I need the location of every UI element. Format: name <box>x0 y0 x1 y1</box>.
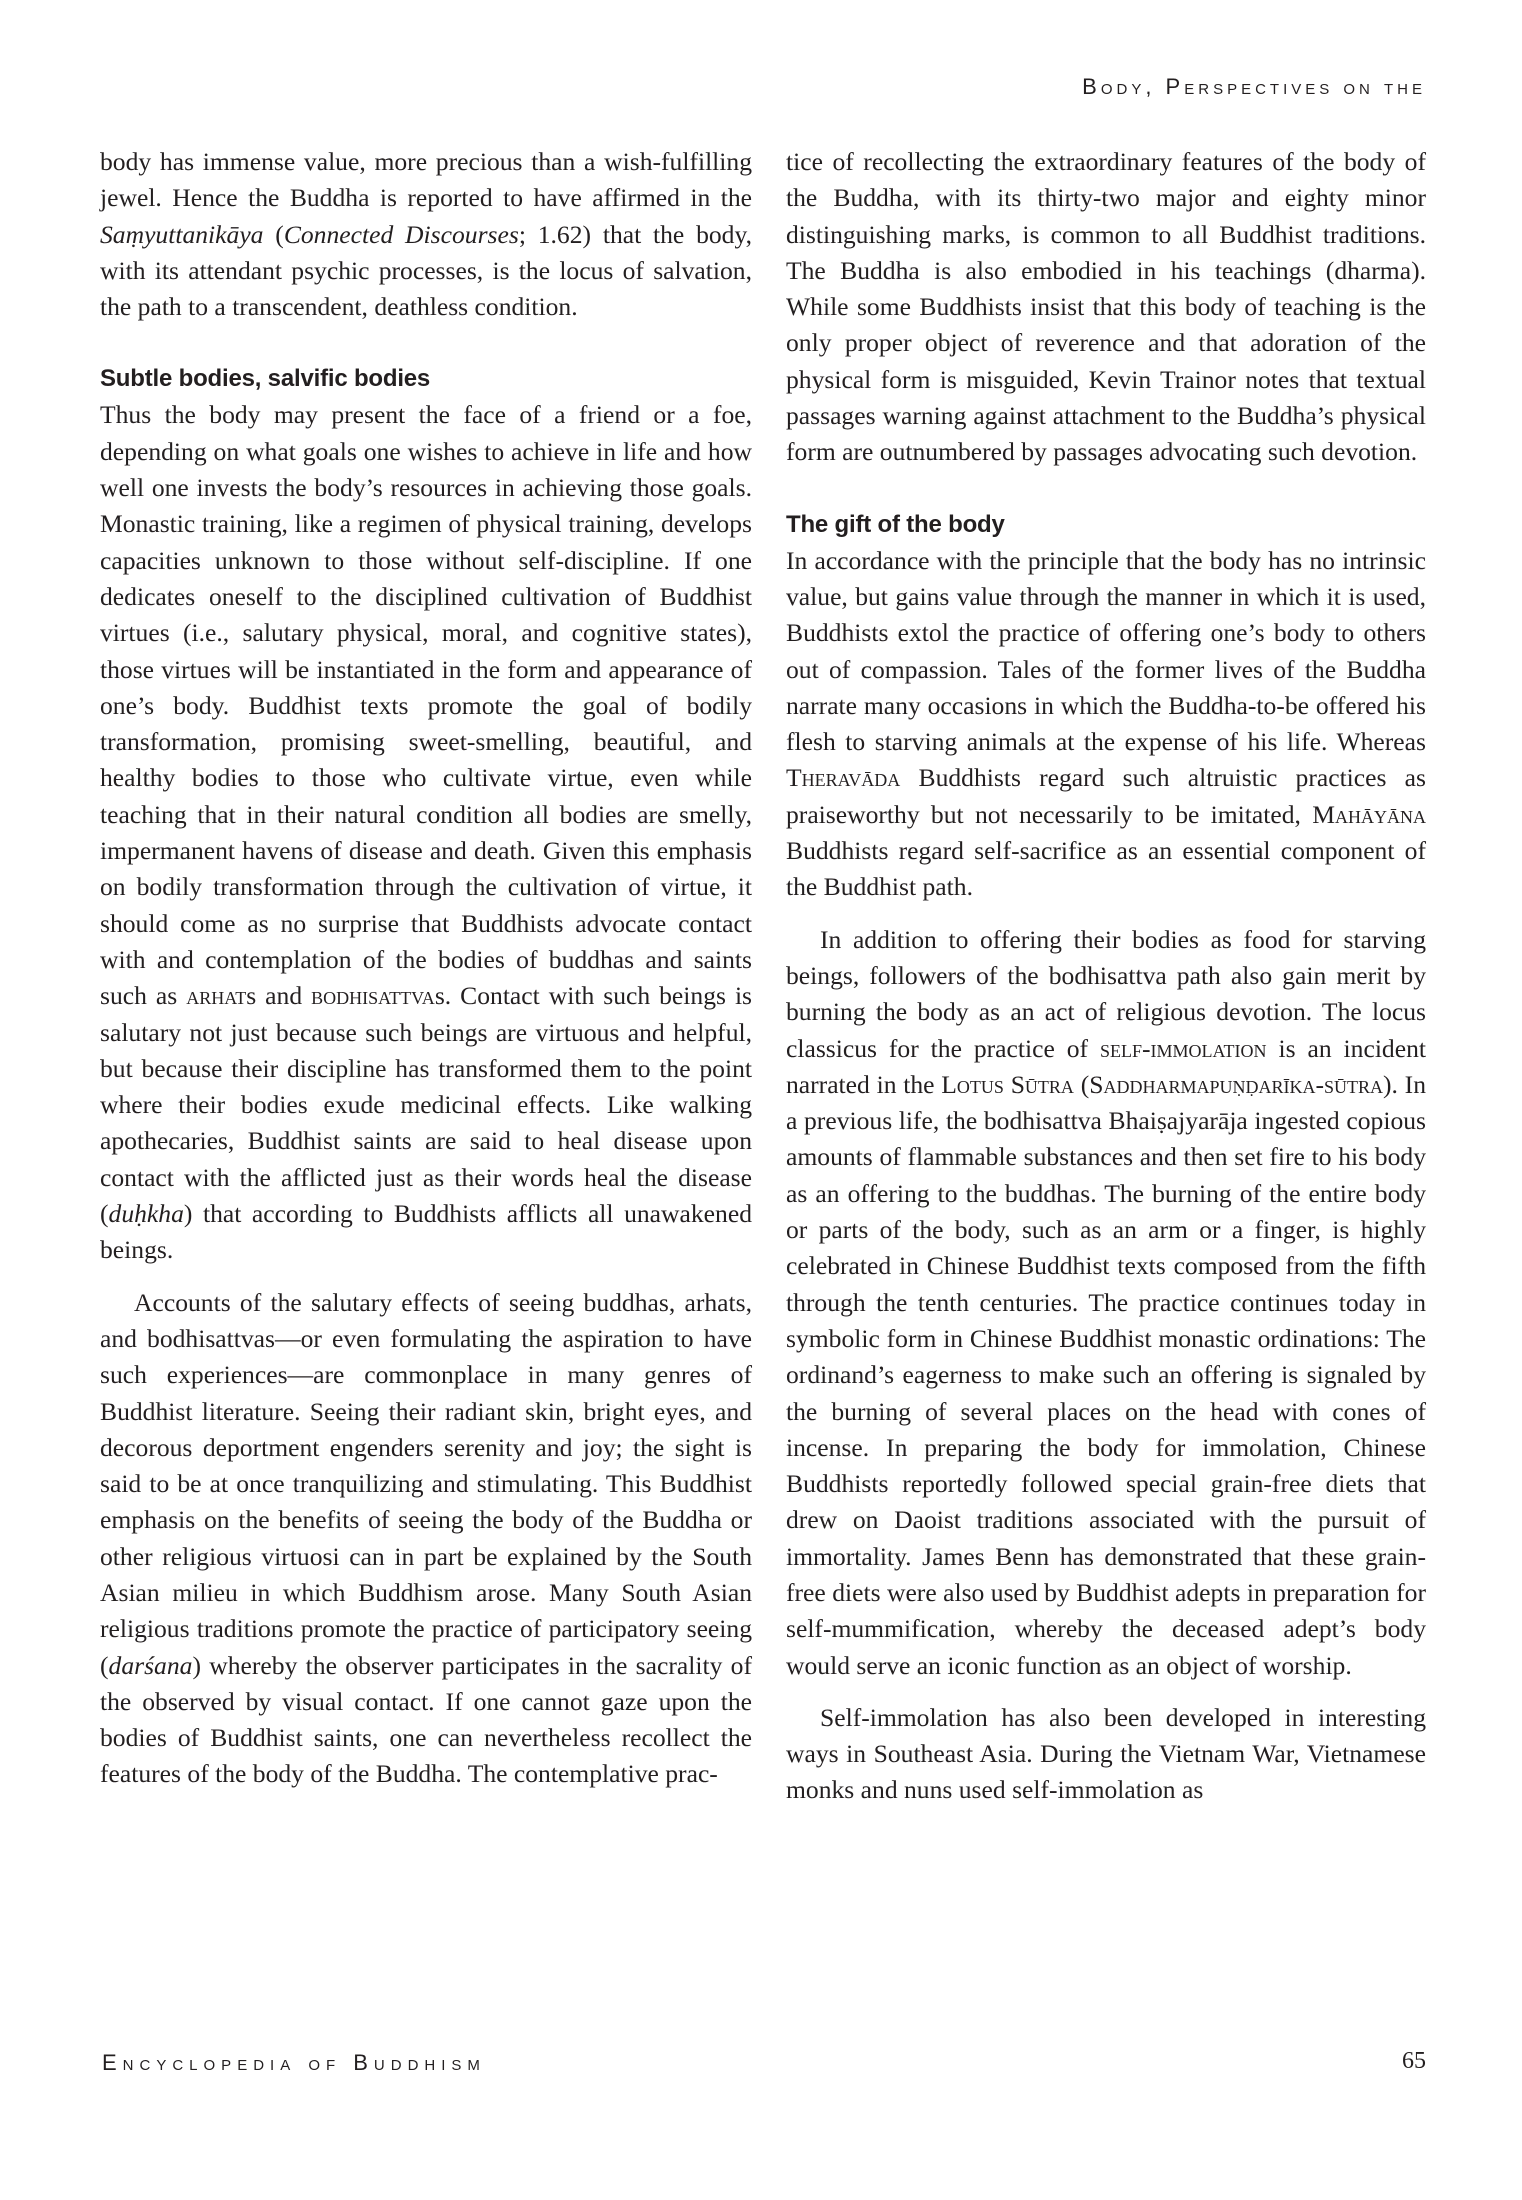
cross-reference: bodhisattva <box>311 981 435 1011</box>
footer-title: Encyclopedia of Buddhism <box>102 2050 486 2075</box>
text-run: s. Contact with such beings is salutary not just because such beings are virtuous and helpful, but because their discipline has transformed them to the point where their bodies exude medicinal effects. Like walking apothecaries, Buddhist saints are said to heal disease upon contact with the afflicted just as their words heal the disease ( <box>100 981 753 1229</box>
italic-term: duḥkha <box>108 1199 184 1229</box>
paragraph <box>100 1285 752 1793</box>
cross-reference: Theravāda <box>786 763 901 793</box>
italic-term: Saṃyuttanikāya <box>100 219 264 249</box>
text-run: Buddhists regard self-sacrifice as an essential component of the Buddhist path. <box>786 836 1426 902</box>
page-number: 65 <box>1402 2048 1426 2074</box>
running-head: Body, Perspectives on the <box>1082 74 1426 99</box>
cross-reference: Lotus Sūtra (Saddharmapuṇḍarīka-sūtra) <box>941 1069 1392 1099</box>
italic-term: darśana <box>108 1650 193 1680</box>
text-run: ) whereby the observer participates in the sacrality of the observed by visual contact. If one cannot gaze upon the bodies of Buddhist saints, one can nevertheless recollect the features of the body of the Buddha. The contemplative prac- <box>100 1650 752 1789</box>
cross-reference: arhat <box>186 981 247 1011</box>
cross-reference: self-immolation <box>1100 1033 1267 1063</box>
paragraph <box>786 922 1426 1684</box>
paragraph: tice of recollecting the extraordinary features of the body of the Buddha, with its thirty-two major and eighty minor distinguishing marks, is common to all Buddhist traditions. The Buddha is also embodied in his teachings (dharma). While some Buddhists insist that this body of teaching is the only proper object of reverence and that adoration of the physical form is misguided, Kevin Trainor notes that textual passages warning against attachment to the Buddha’s physical form are outnumbered by passages advocating such devotion. <box>786 147 1426 467</box>
paragraph <box>100 144 752 325</box>
section-heading: Subtle bodies, salvific bodies <box>100 365 431 393</box>
left-column <box>100 144 752 1793</box>
text-run: is an incident narrated in the <box>786 1033 1426 1099</box>
paragraph <box>786 543 1426 906</box>
text-run: ( <box>263 219 284 249</box>
text-run: body has immense value, more precious than a wish-fulfilling jewel. Hence the Buddha is reported to have affirmed in the <box>100 147 752 213</box>
text-run: ) that according to Buddhists afflicts all unawakened beings. <box>100 1199 752 1265</box>
text-run: ; 1.62) that the body, with its attendant psychic processes, is the locus of salvation, the path to a transcendent, deathless condition. <box>100 219 752 322</box>
text-run: In addition to offering their bodies as food for starving beings, followers of the bodhisattva path also gain merit by burning the body as an act of religious devotion. The locus classicus for the practice of <box>786 924 1426 1063</box>
right-column <box>786 144 1426 1809</box>
section-heading: The gift of the body <box>786 510 1005 538</box>
text-run: s and <box>246 981 312 1011</box>
text-run: Thus the body may present the face of a friend or a foe, depending on what goals one wishes to achieve in life and how well one invests the body’s resources in achieving those goals. Monastic training, like a regimen of physical training, develops capacities unknown to those without self-discipline. If one dedicates oneself to the disciplined cultivation of Buddhist virtues (i.e., salutary physical, moral, and cognitive states), those virtues will be instantiated in the form and appearance of one’s body. Buddhist texts promote the goal of bodily transformation, promising sweet-smelling, beautiful, and healthy bodies to those who cultivate virtue, even while teaching that in their natural condition all bodies are smelly, impermanent havens of disease and death. Given this emphasis on bodily transformation through the cultivation of virtue, it should come as no surprise that Buddhists advocate contact with and contemplation of the bodies of buddhas and saints such as <box>100 400 752 1011</box>
text-run: . In a previous life, the bodhisattva Bhaiṣajyarāja ingested copious amounts of flammable substances and then set fire to his body as an offering to the buddhas. The burning of the entire body or parts of the body, such as an arm or a finger, is highly celebrated in Chinese Buddhist texts composed from the fifth through the tenth centuries. The practice continues today in symbolic form in Chinese Buddhist monastic ordinations: The ordinand’s eagerness to make such an offering is signaled by the burning of several places on the head with cones of incense. In preparing the body for immolation, Chinese Buddhists reportedly followed special grain-free diets that drew on Daoist traditions associated with the pursuit of immortality. James Benn has demonstrated that these grain-free diets were also used by Buddhist adepts in preparation for self-mummification, whereby the deceased adept’s body would serve an iconic function as an object of worship. <box>786 1069 1426 1680</box>
text-run: Buddhists regard such altruistic practices as praiseworthy but not necessarily to be imitated, <box>786 763 1426 829</box>
paragraph <box>100 397 752 1268</box>
paragraph: Self-immolation has also been developed in interesting ways in Southeast Asia. During the Vietnam War, Vietnamese monks and nuns used self-immolation as <box>786 1702 1426 1805</box>
italic-title: Connected Discourses <box>283 219 519 249</box>
text-run: Accounts of the salutary effects of seeing buddhas, arhats, and bodhisattvas—or even formulating the aspiration to have such experiences—are commonplace in many genres of Buddhist literature. Seeing their radiant skin, bright eyes, and decorous deportment engenders serenity and joy; the sight is said to be at once tranquilizing and stimulating. This Buddhist emphasis on the benefits of seeing the body of the Buddha or other religious virtuosi can in part be explained by the South Asian milieu in which Buddhism arose. Many South Asian religious traditions promote the practice of participatory seeing ( <box>100 1287 752 1680</box>
cross-reference: Mahāyāna <box>1312 799 1426 829</box>
text-run: In accordance with the principle that the body has no intrinsic value, but gains value through the manner in which it is used, Buddhists extol the practice of offering one’s body to others out of compassion. Tales of the former lives of the Buddha narrate many occasions in which the Buddha-to-be offered his flesh to starving animals at the expense of his life. Whereas <box>786 545 1426 757</box>
